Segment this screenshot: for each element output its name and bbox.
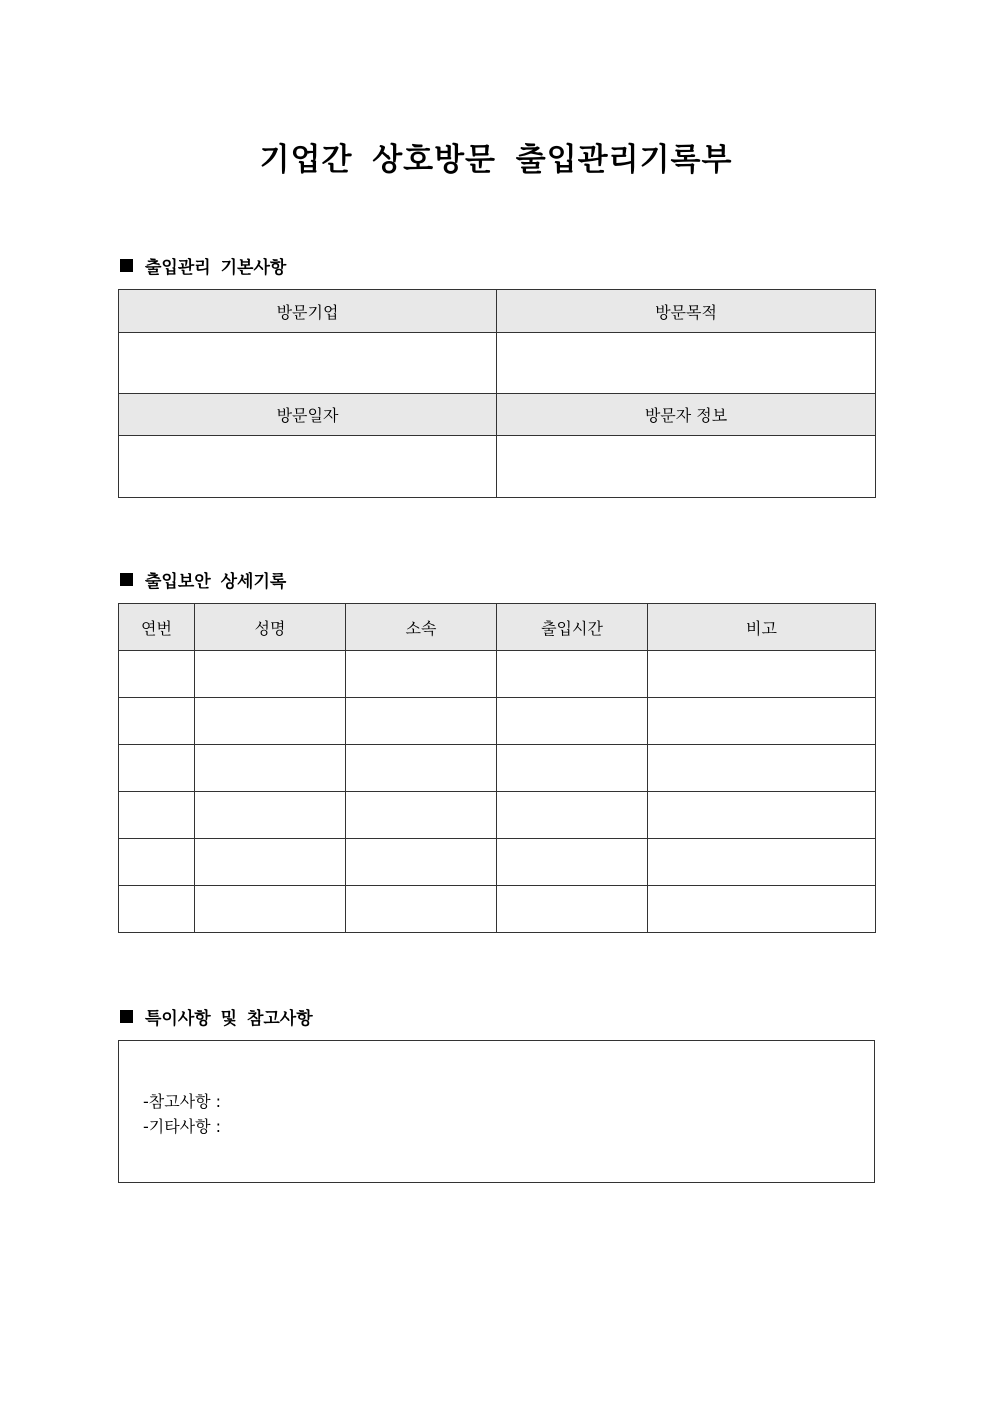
- table-row: [119, 745, 876, 792]
- table-cell[interactable]: [648, 745, 876, 792]
- table-cell[interactable]: [497, 745, 648, 792]
- table-cell[interactable]: [195, 651, 346, 698]
- column-header-affiliation: 소속: [346, 604, 497, 651]
- header-visit-company: 방문기업: [119, 290, 497, 333]
- section-heading-basic: [120, 253, 286, 278]
- basic-info-table: [118, 289, 876, 498]
- section-heading-detail: [120, 567, 286, 592]
- section-heading-label: 출입보안 상세기록: [145, 572, 287, 592]
- table-cell[interactable]: [346, 886, 497, 933]
- table-cell[interactable]: [648, 651, 876, 698]
- table-cell[interactable]: [648, 792, 876, 839]
- table-cell[interactable]: [648, 886, 876, 933]
- column-header-name: 성명: [195, 604, 346, 651]
- reference-note-line: -참고사항 :: [143, 1092, 222, 1111]
- table-row: [119, 698, 876, 745]
- column-header-entry-time: 출입시간: [497, 604, 648, 651]
- table-cell[interactable]: [195, 839, 346, 886]
- table-cell[interactable]: [497, 698, 648, 745]
- section-heading-label: 특이사항 및 참고사항: [145, 1009, 313, 1029]
- column-header-remarks: 비고: [648, 604, 876, 651]
- detail-record-table: [118, 603, 876, 933]
- header-visit-purpose: 방문목적: [497, 290, 876, 333]
- table-cell[interactable]: [195, 698, 346, 745]
- square-bullet-icon: [120, 259, 133, 272]
- table-cell[interactable]: [119, 839, 195, 886]
- table-cell[interactable]: [195, 886, 346, 933]
- section-heading-label: 출입관리 기본사항: [145, 258, 287, 278]
- table-cell[interactable]: [119, 886, 195, 933]
- table-cell[interactable]: [119, 792, 195, 839]
- header-visitor-info: 방문자 정보: [497, 394, 876, 436]
- table-cell[interactable]: [119, 745, 195, 792]
- table-cell[interactable]: [346, 792, 497, 839]
- table-cell[interactable]: [346, 698, 497, 745]
- section-heading-notes: [120, 1004, 313, 1029]
- visit-date-cell[interactable]: [119, 436, 497, 498]
- visit-company-cell[interactable]: [119, 333, 497, 394]
- square-bullet-icon: [120, 573, 133, 586]
- table-cell[interactable]: [195, 792, 346, 839]
- table-cell[interactable]: [119, 651, 195, 698]
- table-cell[interactable]: [195, 745, 346, 792]
- page-title: 기업간 상호방문 출입관리기록부: [259, 142, 733, 178]
- table-cell[interactable]: [346, 651, 497, 698]
- table-row: [119, 651, 876, 698]
- table-cell[interactable]: [497, 886, 648, 933]
- table-cell[interactable]: [497, 792, 648, 839]
- table-cell[interactable]: [346, 745, 497, 792]
- table-row: [119, 886, 876, 933]
- table-cell[interactable]: [497, 651, 648, 698]
- header-visit-date: 방문일자: [119, 394, 497, 436]
- table-cell[interactable]: [119, 698, 195, 745]
- table-row: [119, 839, 876, 886]
- other-note-line: -기타사항 :: [143, 1117, 222, 1136]
- square-bullet-icon: [120, 1010, 133, 1023]
- notes-box[interactable]: [118, 1040, 875, 1183]
- column-header-number: 연번: [119, 604, 195, 651]
- table-row: [119, 792, 876, 839]
- visit-purpose-cell[interactable]: [497, 333, 876, 394]
- visitor-info-cell[interactable]: [497, 436, 876, 498]
- table-cell[interactable]: [497, 839, 648, 886]
- table-cell[interactable]: [648, 839, 876, 886]
- table-cell[interactable]: [648, 698, 876, 745]
- table-cell[interactable]: [346, 839, 497, 886]
